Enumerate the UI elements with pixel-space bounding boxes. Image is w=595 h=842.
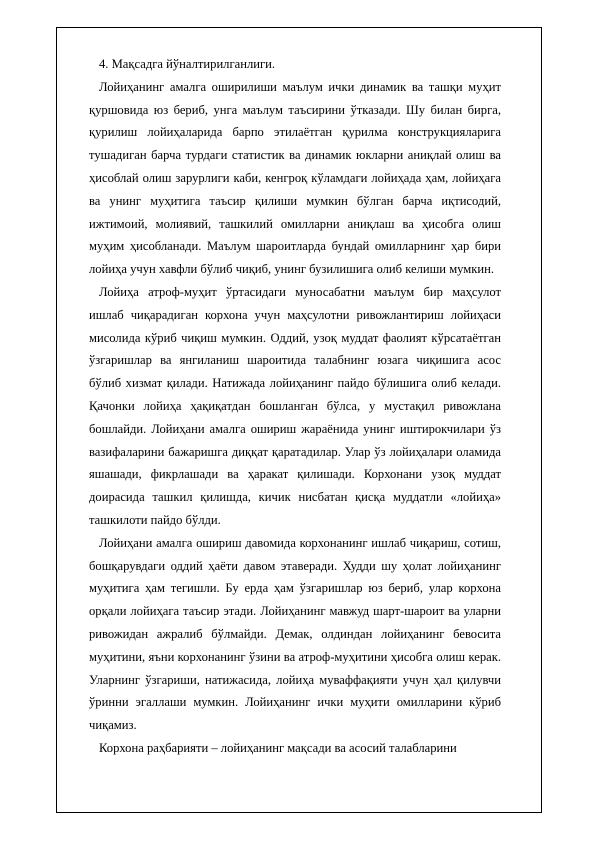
paragraph-4: Корхона раҳбарияти – лойиҳанинг мақсади ва асосий талабларини	[99, 740, 457, 755]
document-body	[89, 53, 501, 760]
paragraph-3: Лойиҳани амалга ошириш давомида корхонанинг ишлаб чиқариш, сотиш, бошқарувдаги оддий ҳаёти давом этаверади. Худди шу ҳолат лойиҳанинг муҳитига ҳам тегишли. Бу ерда ҳам ўзгаришлар юз бериб, улар корхона орқали лойиҳага таъсир этади. Лойиҳанинг мавжуд шарт-шароит ва уларни ривожидан ажралиб бўлмайди. Демак, олдиндан лойиҳанинг бевосита муҳитини, яъни корхонанинг ўзини ва атроф-муҳитини ҳисобга олиш керак. Уларнинг ўзгариши, натижасида, лойиҳа муваффақияти учун ҳал қилувчи ўринни эгаллаши мумкин. Лойиҳанинг ички муҳити омилларини кўриб чиқамиз.	[89, 535, 501, 733]
paragraph-2: Лойиҳа атроф-муҳит ўртасидаги муносабатни маълум бир маҳсулот ишлаб чиқарадиган корхона учун маҳсулотни ривожлантириш лойиҳаси мисолида кўриб чиқиш мумкин. Оддий, узоқ муддат фаолият кўрсатаётган ўзгаришлар ва янгиланиш шароитида талабнинг юзага чиқишига асос бўлиб хизмат қилади. Натижада лойиҳанинг пайдо бўлишига олиб келади. Қачонки лойиҳа ҳақиқатдан бошланган бўлса, у мустақил ривожлана бошлайди. Лойиҳани амалга ошириш жараёнида унинг иштирокчилари ўз вазифаларини бажаришга диққат қаратадилар. Улар ўз лойиҳалари оламида яшашади, фикрлашади ва ҳаракат қилишади. Корхонани узоқ муддат доирасида ташкил қилишда, кичик нисбатан қисқа муддатли «лойиҳа» ташкилоти пайдо бўлди.	[89, 284, 501, 527]
paragraph-1: Лойиҳанинг амалга оширилиши маълум ички динамик ва ташқи муҳит қуршовида юз бериб, унга маълум таъсирини ўтказади. Шу билан бирга, қурилиш лойиҳаларида барпо этилаётган қурилма конструкцияларига тушадиган барча турдаги статистик ва динамик юкларни аниқлай олиш ва ҳисоблай олиш зарурлиги каби, кенгроқ кўламдаги лойиҳада ҳам, лойиҳага ва унинг муҳитига таъсир қилиши мумкин бўлган барча иқтисодий, ижтимоий, молиявий, ташкилий омилларни аниқлаш ва ҳисобга олиш муҳим ҳисобланади. Маълум шароитларда бундай омилларнинг ҳар бири лойиҳа учун хавфли бўлиб чиқиб, унинг бузилишига олиб келиши мумкин.	[89, 79, 501, 277]
section-heading: 4. Мақсадга йўналтирилганлиги.	[99, 57, 276, 71]
